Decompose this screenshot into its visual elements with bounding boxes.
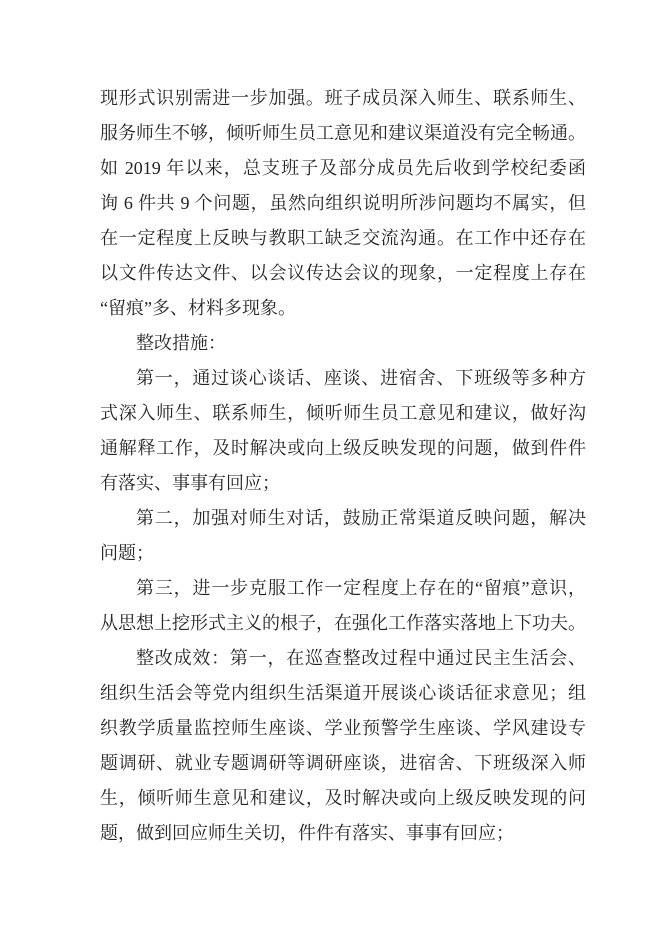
paragraph [100, 501, 586, 571]
document-line: 有落实、事事有回应； [100, 473, 280, 493]
document-line: 题调研、就业专题调研等调研座谈，进宿舍、下班级深入师 [100, 753, 586, 773]
paragraph [100, 641, 586, 851]
document-line: 第三，进一步克服工作一定程度上存在的“留痕”意识， [136, 578, 586, 598]
document-line: “留痕”多、材料多现象。 [100, 298, 296, 318]
paragraph [100, 571, 586, 641]
paragraph [100, 81, 586, 326]
document-line: 通解释工作，及时解决或向上级反映发现的问题，做到件件 [100, 438, 586, 458]
document-line: 现形式识别需进一步加强。班子成员深入师生、联系师生、 [100, 88, 586, 108]
document-line: 组织生活会等党内组织生活渠道开展谈心谈话征求意见；组 [100, 683, 586, 703]
paragraph [100, 361, 586, 501]
paragraph [100, 326, 586, 361]
document-line: 如 2019 年以来，总支班子及部分成员先后收到学校纪委函 [100, 158, 586, 178]
document-line: 整改措施： [136, 333, 226, 353]
document-line: 第二，加强对师生对话，鼓励正常渠道反映问题，解决 [136, 508, 586, 528]
document-line: 从思想上挖形式主义的根子，在强化工作落实落地上下功夫。 [100, 613, 586, 633]
text-block [100, 81, 586, 851]
document-line: 在一定程度上反映与教职工缺乏交流沟通。在工作中还存在 [100, 228, 586, 248]
document-line: 整改成效：第一，在巡查整改过程中通过民主生活会、 [136, 648, 586, 668]
document-line: 生，倾听师生意见和建议，及时解决或向上级反映发现的问 [100, 788, 586, 808]
document-line: 询 6 件共 9 个问题，虽然向组织说明所涉问题均不属实，但 [100, 193, 586, 213]
document-line: 织教学质量监控师生座谈、学业预警学生座谈、学风建设专 [100, 718, 586, 738]
document-line: 式深入师生、联系师生，倾听师生员工意见和建议，做好沟 [100, 403, 586, 423]
document-line: 题，做到回应师生关切，件件有落实、事事有回应； [100, 823, 514, 843]
document-line: 第一，通过谈心谈话、座谈、进宿舍、下班级等多种方 [136, 368, 586, 388]
document-line: 服务师生不够，倾听师生员工意见和建议渠道没有完全畅通。 [100, 123, 586, 143]
document-line: 以文件传达文件、以会议传达会议的现象，一定程度上存在 [100, 263, 586, 283]
document-line: 问题； [100, 543, 154, 563]
